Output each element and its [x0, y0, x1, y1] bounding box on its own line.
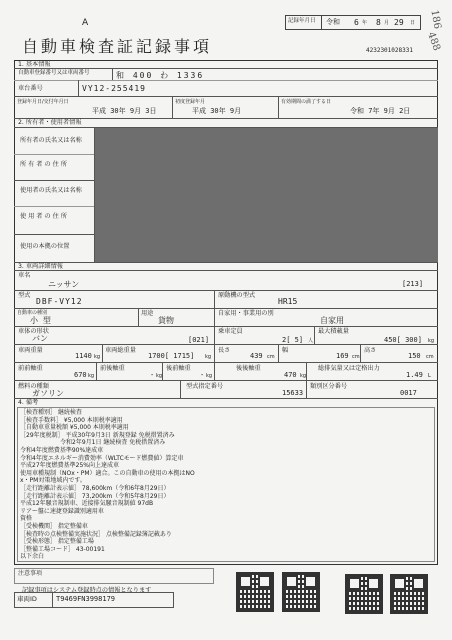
capacity-value: 2[ 5] — [282, 336, 304, 344]
base-location-label: 使用の本拠の位置 — [20, 243, 70, 250]
rear-rear-axle-label: 後後軸重 — [236, 365, 261, 372]
record-date-day-unit: 日 — [410, 20, 416, 26]
owner-address-label: 所 有 者 の 住 所 — [20, 161, 67, 168]
vehicle-type-label: 自動車の種別 — [17, 310, 48, 316]
qr-code-2 — [282, 572, 320, 612]
capacity-label: 乗車定員 — [218, 328, 243, 335]
displacement-label: 総排気量又は定格出力 — [318, 365, 380, 372]
registration-number-value: 和 400 わ 1336 — [116, 71, 205, 80]
max-load-unit: kg — [428, 338, 435, 344]
width-label: 幅 — [282, 347, 289, 354]
height-label: 高さ — [364, 347, 377, 354]
front-front-axle-unit: kg — [88, 373, 95, 379]
remarks-line: ［検査時の点検整備実施状況］ 点検整備記録簿記載あり — [20, 530, 172, 538]
remarks-line: 平成27年度燃費基準25%向上達成車 — [20, 462, 119, 470]
vehicle-weight-unit: kg — [94, 354, 101, 360]
designation-number-label: 型式指定番号 — [186, 383, 224, 390]
qr-code-3 — [345, 574, 383, 614]
business-class-label: 自家用・事業用の別 — [218, 310, 274, 317]
gross-weight-value: 1700[ 1715] — [148, 352, 195, 360]
gross-weight-unit: kg — [205, 354, 212, 360]
registration-number-label: 自動車登録番号又は車両番号 — [18, 70, 90, 76]
remarks-line: リアー盤に速捷登録識別適用車 — [20, 507, 104, 515]
remarks-line: ［整備工場コード］ 43-00191 — [20, 545, 105, 553]
remarks-line: 以下余白 — [20, 553, 45, 561]
section4-heading: 4. 備考 — [18, 399, 39, 406]
chassis-number-label: 車台番号 — [18, 85, 43, 92]
remarks-line: 令和4年度エネルギー消費効率（WLTCモード燃費値）算定車 — [20, 454, 184, 462]
user-name-label: 使用者の氏名又は名称 — [20, 187, 82, 194]
remarks-line: ［受検機関］ 指定整備車 — [20, 522, 88, 530]
user-address-label: 使 用 者 の 住 所 — [20, 213, 67, 220]
rear-front-axle-label: 後前軸重 — [166, 365, 191, 372]
remarks-line: ［走行距離計表示値］ 78,600km（令和6年8月29日） — [20, 484, 170, 492]
remarks-line: 資格 — [20, 515, 33, 523]
notes-heading: 注意事項 — [18, 570, 43, 577]
first-registration-value: 平成 30年 9月 3日 — [92, 107, 157, 115]
first-year-label: 初度登録年月 — [175, 99, 206, 105]
record-date-year: 6 — [354, 18, 359, 27]
fuel-type-label: 燃料の種類 — [18, 383, 49, 390]
max-load-value: 450[ 300] — [384, 336, 422, 344]
section3-heading: 3. 車両詳細情報 — [18, 263, 63, 270]
height-value: 150 — [408, 352, 421, 360]
gross-weight-label: 車両総重量 — [105, 347, 136, 354]
remarks-line: ［29年度税制］ 平成30年9月3日 新規登録 免税措置済み — [20, 431, 175, 439]
body-shape-value: バン — [32, 334, 48, 343]
first-year-value: 平成 30年 9月 — [192, 107, 242, 115]
vehicle-id-value: T9469FN3998179 — [56, 595, 116, 603]
use-label: 用途 — [141, 310, 154, 317]
height-unit: cm — [426, 354, 434, 360]
handwritten-note-2: 488 — [425, 30, 442, 53]
front-front-axle-value: 670 — [74, 371, 87, 379]
document-number: 4232301028331 — [366, 47, 413, 54]
document-title: 自動車検査証記録事項 — [22, 37, 213, 56]
model-label: 型式 — [18, 292, 31, 299]
designation-number-value: 15633 — [282, 389, 304, 397]
remarks-line: 平成12年騒音規制車、近接排気騒音規制値 97dB — [20, 500, 154, 508]
section1-heading: 1. 基本情報 — [18, 61, 51, 68]
record-date-day: 29 — [394, 18, 404, 27]
fuel-type-value: ガソリン — [32, 389, 64, 398]
length-value: 439 — [250, 352, 263, 360]
rear-front-axle-unit: kg — [206, 373, 213, 379]
remarks-line: ［自動車重量税額 ¥5,000 本則税率適用 — [20, 424, 129, 432]
notes-text: 記録事項はシステム登録時点の情報となります — [22, 587, 152, 594]
displacement-unit: L — [428, 373, 431, 379]
qr-code-1 — [236, 572, 274, 612]
expiry-value: 令和 7年 9月 2日 — [350, 107, 411, 115]
remarks-line: x・PM対策地域内です。 — [20, 477, 86, 485]
length-label: 長さ — [218, 347, 231, 354]
record-date-month-unit: 月 — [384, 20, 390, 26]
vehicle-weight-label: 車両重量 — [18, 347, 43, 354]
remarks-line: ［検査手数料］ ¥5,000 本則税率適用 — [20, 416, 123, 424]
maker-value: ニッサン — [48, 280, 80, 289]
remarks-line: ［検査種別］ 継続検査 — [20, 409, 82, 416]
record-date-box — [285, 15, 421, 30]
use-value: 貨物 — [158, 316, 174, 325]
rear-rear-axle-unit: kg — [300, 373, 307, 379]
remarks-line: ［受検形態］ 指定整備工場 — [20, 538, 94, 546]
displacement-value: 1.49 — [406, 371, 423, 379]
width-unit: cm — [352, 354, 360, 360]
vehicle-type-value: 小 型 — [30, 316, 51, 325]
remarks-line: 令和2年9月1日 継続検査 免税措置済み — [60, 439, 166, 447]
category-number-value: 0017 — [400, 389, 417, 397]
front-rear-axle-label: 前後軸重 — [100, 365, 125, 372]
record-date-label: 記録年月日 — [288, 18, 316, 24]
body-shape-code: [021] — [188, 336, 210, 344]
owner-name-label: 所有者の氏名又は名称 — [20, 137, 82, 144]
maker-label: 車名 — [18, 272, 31, 279]
handwritten-note-1: 186 — [428, 9, 443, 30]
redacted-owner-info — [95, 128, 438, 262]
notes-box — [14, 568, 214, 584]
maker-code: [213] — [402, 280, 424, 288]
front-front-axle-label: 前前軸重 — [18, 365, 43, 372]
length-unit: cm — [267, 354, 275, 360]
first-registration-label: 登録年月日/交付年月日 — [17, 99, 69, 105]
category-number-label: 類別区分番号 — [310, 383, 348, 390]
body-shape-label: 車体の形状 — [18, 328, 49, 335]
front-rear-axle-value: - — [150, 371, 155, 379]
section2-heading: 2. 所有者・使用者情報 — [18, 119, 82, 126]
remarks-line: 令和4年度燃費基準90%達成車 — [20, 446, 104, 454]
vehicle-id-label: 車両ID — [17, 595, 37, 603]
record-date-era: 令和 — [326, 18, 340, 26]
front-rear-axle-unit: kg — [156, 373, 163, 379]
remarks-line: ［走行距離計表示値］ 73,200km（令和5年8月29日） — [20, 492, 170, 500]
corner-mark: A — [82, 18, 89, 28]
vehicle-weight-value: 1140 — [75, 352, 92, 360]
width-value: 169 — [336, 352, 349, 360]
record-date-year-unit: 年 — [362, 20, 368, 26]
record-date-month: 8 — [376, 18, 381, 27]
qr-code-4 — [390, 574, 428, 614]
engine-model-value: HR15 — [278, 297, 298, 306]
rear-front-axle-value: - — [200, 371, 205, 379]
model-value: DBF-VY12 — [36, 297, 83, 306]
business-class-value: 自家用 — [320, 316, 344, 325]
max-load-label: 最大積載量 — [318, 328, 349, 335]
remarks-list — [20, 409, 320, 561]
engine-model-label: 原動機の型式 — [218, 292, 256, 299]
rear-rear-axle-value: 470 — [284, 371, 297, 379]
capacity-unit: 人 — [308, 338, 314, 344]
remarks-line: 使用車種規制（NOx・PM）適合。この自動車の使用の本拠はNO — [20, 469, 195, 477]
chassis-number-value: VY12-255419 — [82, 84, 146, 93]
expiry-label: 有効期間の満了する日 — [281, 99, 332, 105]
